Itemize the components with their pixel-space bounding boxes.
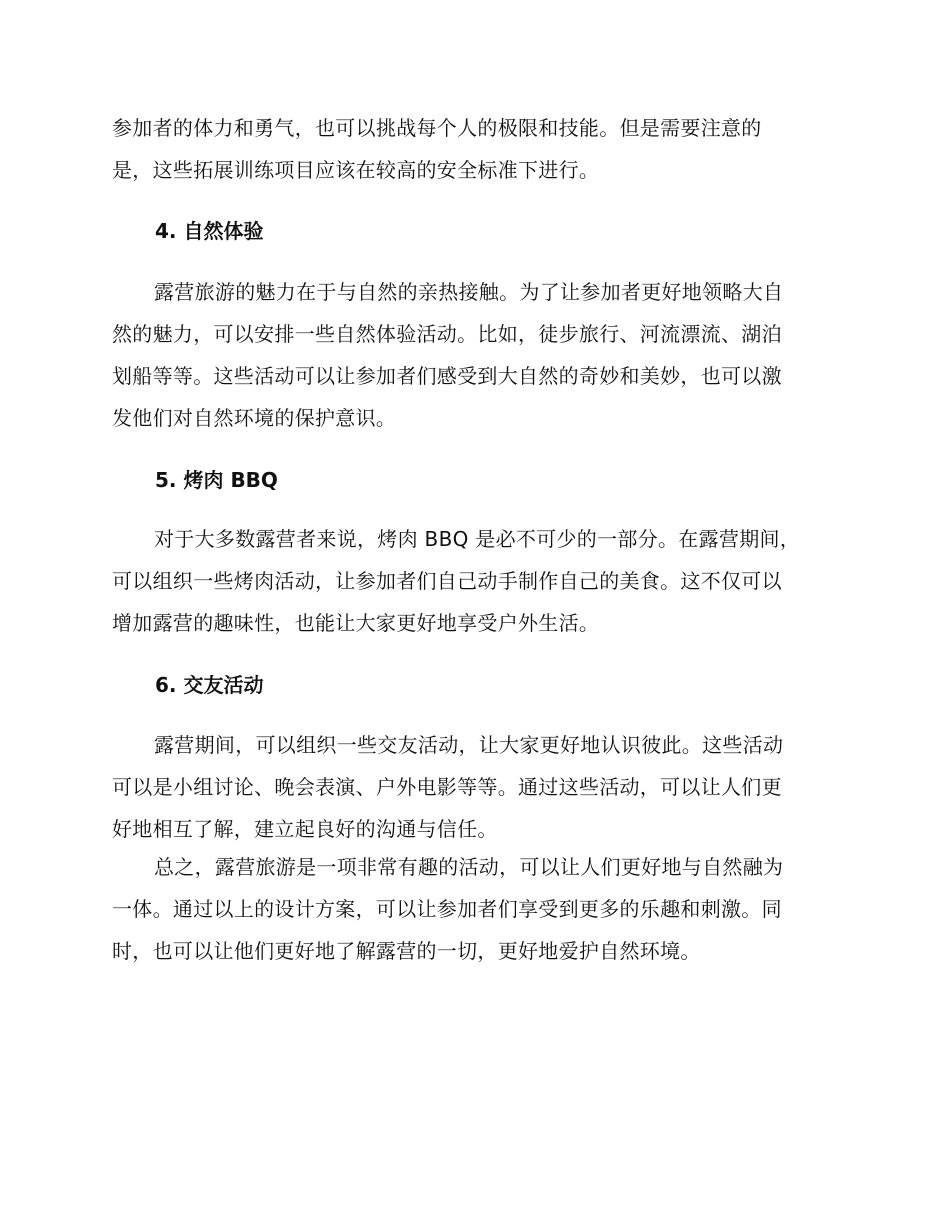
text-line: 发他们对自然环境的保护意识。 (112, 406, 397, 430)
text-line: 好地相互了解，建立起良好的沟通与信任。 (112, 817, 498, 841)
text-line: 可以是小组讨论、晚会表演、户外电影等等。通过这些活动，可以让人们更 (112, 775, 782, 799)
paragraph-conclusion (112, 846, 838, 972)
paragraph-continuation (112, 107, 838, 191)
section-heading-nature: 4. 自然体验 (155, 219, 264, 243)
section-heading-social: 6. 交友活动 (155, 673, 264, 697)
text-line: 可以组织一些烤肉活动，让参加者们自己动手制作自己的美食。这不仅可以 (112, 569, 782, 593)
text-line: 露营旅游的魅力在于与自然的亲热接触。为了让参加者更好地领略大自 (154, 280, 784, 304)
text-line: 然的魅力，可以安排一些自然体验活动。比如，徒步旅行、河流漂流、湖泊 (112, 322, 782, 346)
text-line: 总之，露营旅游是一项非常有趣的活动，可以让人们更好地与自然融为 (154, 855, 784, 879)
paragraph-social (112, 724, 838, 850)
paragraph-nature (112, 271, 838, 439)
paragraph-bbq (112, 518, 838, 644)
text-line: 时，也可以让他们更好地了解露营的一切，更好地爱护自然环境。 (112, 939, 701, 963)
text-line: 一体。通过以上的设计方案，可以让参加者们享受到更多的乐趣和刺激。同 (112, 897, 782, 921)
section-heading-bbq: 5. 烤肉 BBQ (155, 468, 278, 492)
text-line: 是，这些拓展训练项目应该在较高的安全标准下进行。 (112, 158, 600, 182)
text-line: 增加露营的趣味性，也能让大家更好地享受户外生活。 (112, 611, 600, 635)
text-line: 对于大多数露营者来说，烤肉 BBQ 是必不可少的一部分。在露营期间， (154, 527, 801, 551)
text-line: 参加者的体力和勇气，也可以挑战每个人的极限和技能。但是需要注意的 (112, 116, 762, 140)
text-line: 露营期间，可以组织一些交友活动，让大家更好地认识彼此。这些活动 (154, 733, 784, 757)
text-line: 划船等等。这些活动可以让参加者们感受到大自然的奇妙和美妙，也可以激 (112, 364, 782, 388)
